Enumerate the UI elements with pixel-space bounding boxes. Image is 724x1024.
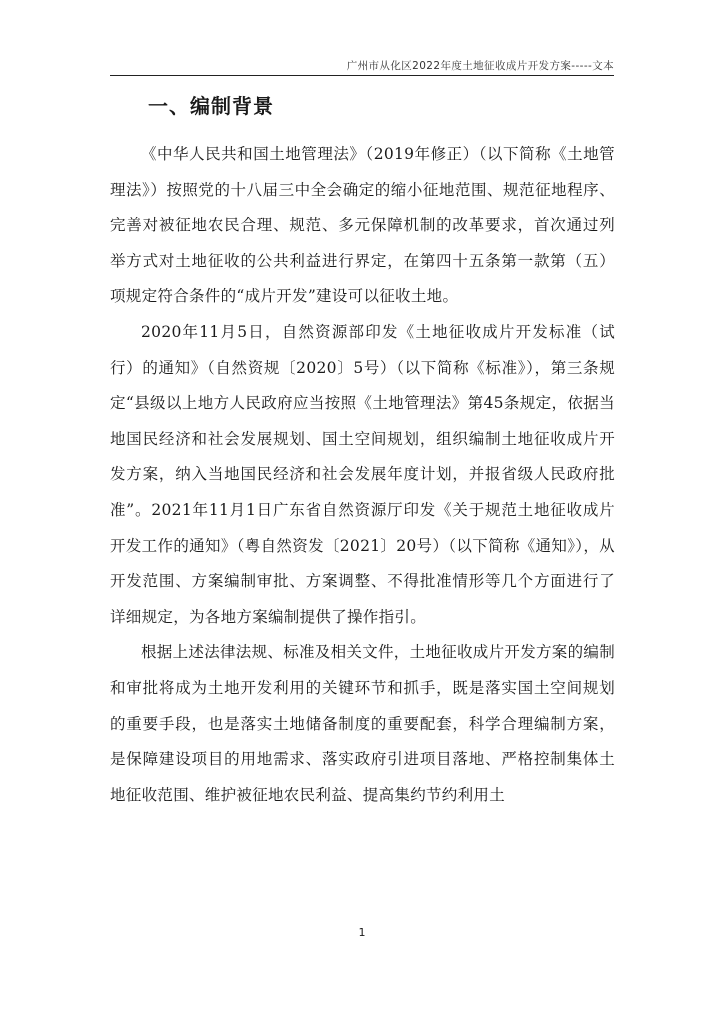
- paragraph-significance: 根据上述法律法规、标准及相关文件，土地征收成片开发方案的编制和审批将成为土地开发利用的关键环节和抓手，既是落实国土空间规划的重要手段，也是落实土地储备制度的重要配套，科学合理编制方案，是保障建设项目的用地需求、落实政府引进项目落地、严格控制集体土地征收范围、维护被征地农民利益、提高集约节约利用土: [110, 643, 616, 804]
- section-heading: 一、编制背景: [148, 94, 274, 118]
- page-number: 1: [358, 926, 366, 939]
- body-text: [110, 137, 615, 813]
- paragraph-standard-notice: 2020年11月5日，自然资源部印发《土地征收成片开发标准（试行）的通知》（自然资规〔2020〕5号）（以下简称《标准》），第三条规定“县级以上地方人民政府应当按照《土地管理法》第45条规定，依据当地国民经济和社会发展规划、国土空间规划，组织编制土地征收成片开发方案，纳入当地国民经济和社会发展年度计划，并报省级人民政府批准”。2021年11月1日广东省自然资源厅印发《关于规范土地征收成片开发工作的通知》（粤自然资发〔2021〕20号）（以下简称《通知》），从开发范围、方案编制审批、方案调整、不得批准情形等几个方面进行了详细规定，为各地方案编制提供了操作指引。: [110, 322, 615, 626]
- running-header: 广州市从化区2022年度土地征收成片开发方案-----文本: [346, 60, 614, 72]
- paragraph-land-law: 《中华人民共和国土地管理法》（2019年修正）（以下简称《土地管理法》）按照党的十八届三中全会确定的缩小征地范围、规范征地程序、完善对被征地农民合理、规范、多元保障机制的改革要求，首次通过列举方式对土地征收的公共利益进行界定，在第四十五条第一款第（五）项规定符合条件的“成片开发”建设可以征收土地。: [110, 145, 615, 306]
- header-rule: [110, 75, 614, 76]
